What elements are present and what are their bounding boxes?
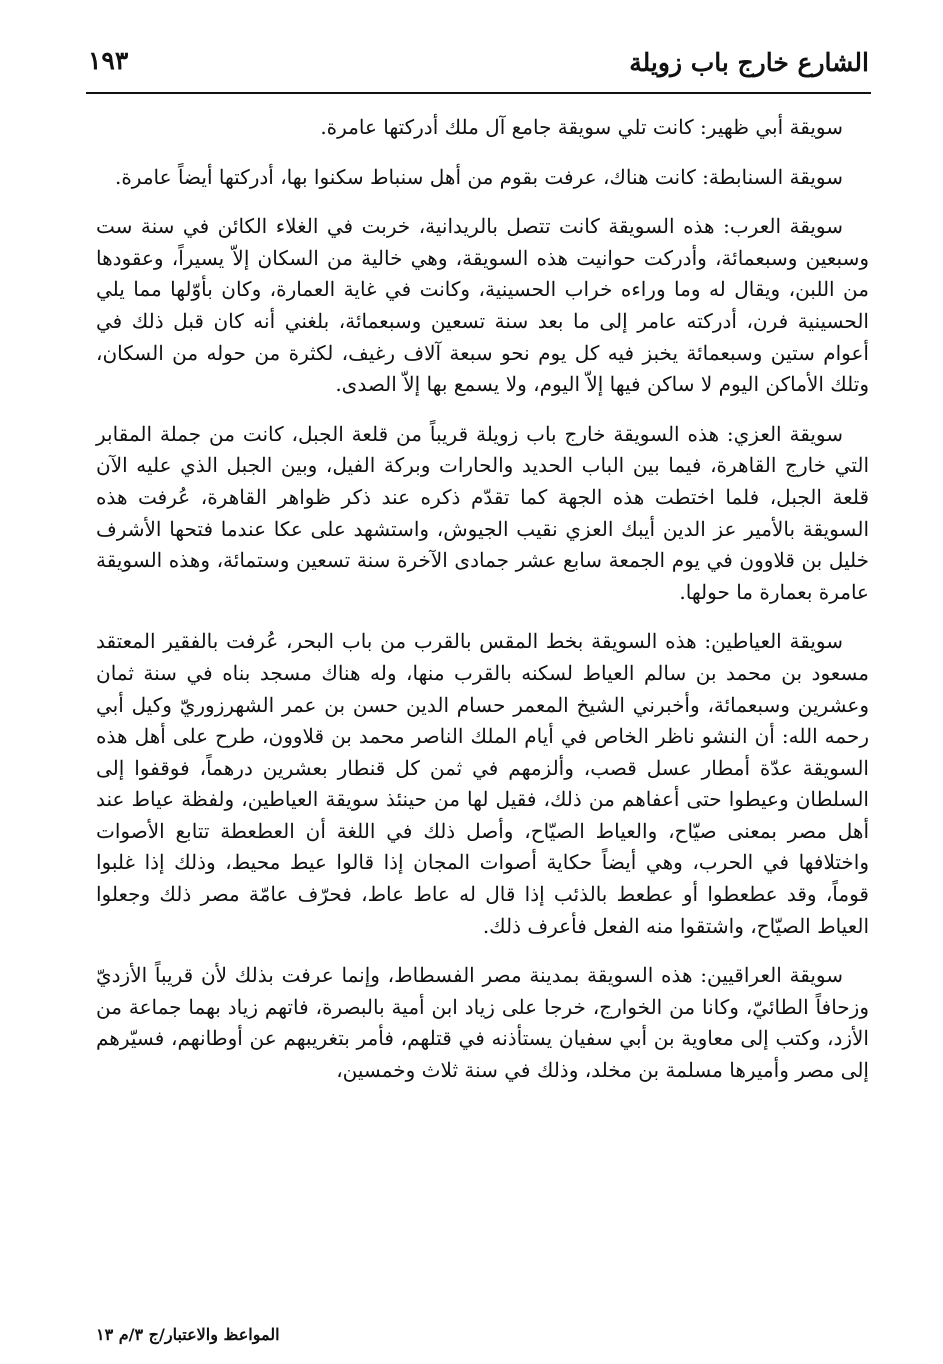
paragraph-suwayqat-al-ayyatin: سويقة العياطين: هذه السويقة بخط المقس بالقرب من باب البحر، عُرفت بالفقير المعتقد مسعود بن محمد بن سالم العياط لسكنه بالقرب منها، وله هناك مسجد بناه في سنة ثمان وعشرين وسبعمائة، وأخبرني الشيخ المعمر حسام الدين حسن بن عمر الشهرزوريّ وكيل أبي رحمه الله: أن النشو ناظر الخاص في أيام الملك الناصر محمد بن قلاوون، طرح على أهل هذه السويقة عدّة أمطار عسل قصب، وألزمهم في ثمن كل قنطار بعشرين درهماً، فوقفوا إلى السلطان وعيطوا حتى أعفاهم من ذلك، فقيل لها من حينئذ سويقة العياطين، ولفظة عياط عند أهل مصر بمعنى صيّاح، والعياط الصيّاح، وأصل ذلك في اللغة أن العطعطة تتابع الأصوات واختلافها في الحرب، وهي أيضاً حكاية أصوات المجان إذا قالوا عيط محيط، وذلك إذا غلبوا قوماً، وقد عطعطوا أو عطعط بالذئب إذا قال له عاط عاط، فحرّف عامّة مصر ذلك وجعلوا العياط الصيّاح، واشتقوا منه الفعل فأعرف ذلك. [96, 629, 869, 938]
body-text [96, 112, 869, 1087]
paragraph-suwayqat-abi-zuhayr: سويقة أبي ظهير: كانت تلي سويقة جامع آل ملك أدركتها عامرة. [320, 115, 843, 139]
paragraph-suwayqat-al-iraqiyyin: سويقة العراقيين: هذه السويقة بمدينة مصر الفسطاط، وإنما عرفت بذلك لأن قريباً الأزديّ وزحافاً الطائيّ، وكانا من الخوارج، خرجا على زياد ابن أمية بالبصرة، فاتهم زياد بهما جماعة من الأزد، وكتب إلى معاوية بن أبي سفيان يستأذنه في قتلهم، فأمر بتغريبهم عن أوطانهم، فسيّرهم إلى مصر وأميرها مسلمة بن مخلد، وذلك في سنة ثلاث وخمسين، [96, 963, 869, 1083]
header-rule [86, 92, 871, 94]
paragraph-suwayqat-al-azzi: سويقة العزي: هذه السويقة خارج باب زويلة قريباً من قلعة الجبل، كانت من جملة المقابر التي خارج القاهرة، فيما بين الباب الحديد والحارات وبركة الفيل، وبين الجبل الذي عليه الآن قلعة الجبل، فلما اختطت هذه الجهة كما تقدّم ذكره عند ذكر ظواهر القاهرة، عُرفت هذه السويقة بالأمير عز الدين أيبك العزي نقيب الجيوش، واستشهد على عكا عندما فتحها الأشرف خليل بن قلاوون في يوم الجمعة سابع عشر جمادى الآخرة سنة تسعين وستمائة، وهذه السويقة عامرة بعمارة ما حولها. [96, 421, 869, 604]
paragraph-suwayqat-al-arab: سويقة العرب: هذه السويقة كانت تتصل بالريدانية، خربت في الغلاء الكائن في سنة ست وسبعين وسبعمائة، وأدركت حوانيت هذه السويقة، وهي خالية من السكان إلاّ يسيراً، وعقودها من اللبن، ويقال له وما وراءه خراب الحسينية، وكانت في غاية العمارة، وكان بأوّلها مما يلي الحسينية فرن، أدركته عامر إلى ما بعد سنة تسعين وسبعمائة، بلغني أنه كان قبل ذلك في أعوام ستين وسبعمائة يخبز فيه كل يوم نحو سبعة آلاف رغيف، لكثرة من حوله من السكان، وتلك الأماكن اليوم لا ساكن فيها إلاّ اليوم، ولا يسمع بها إلاّ الصدى. [96, 214, 869, 397]
paragraph-suwayqat-al-sanabita: سويقة السنابطة: كانت هناك، عرفت بقوم من أهل سنباط سكنوا بها، أدركتها أيضاً عامرة. [114, 164, 843, 189]
footer-signature: المواعظ والاعتبار/ج ٣/م ١٣ [96, 1325, 280, 1344]
page-header [88, 34, 869, 92]
page-number: ١٩٣ [88, 46, 129, 75]
running-title: الشارع خارج باب زويلة [629, 48, 869, 77]
